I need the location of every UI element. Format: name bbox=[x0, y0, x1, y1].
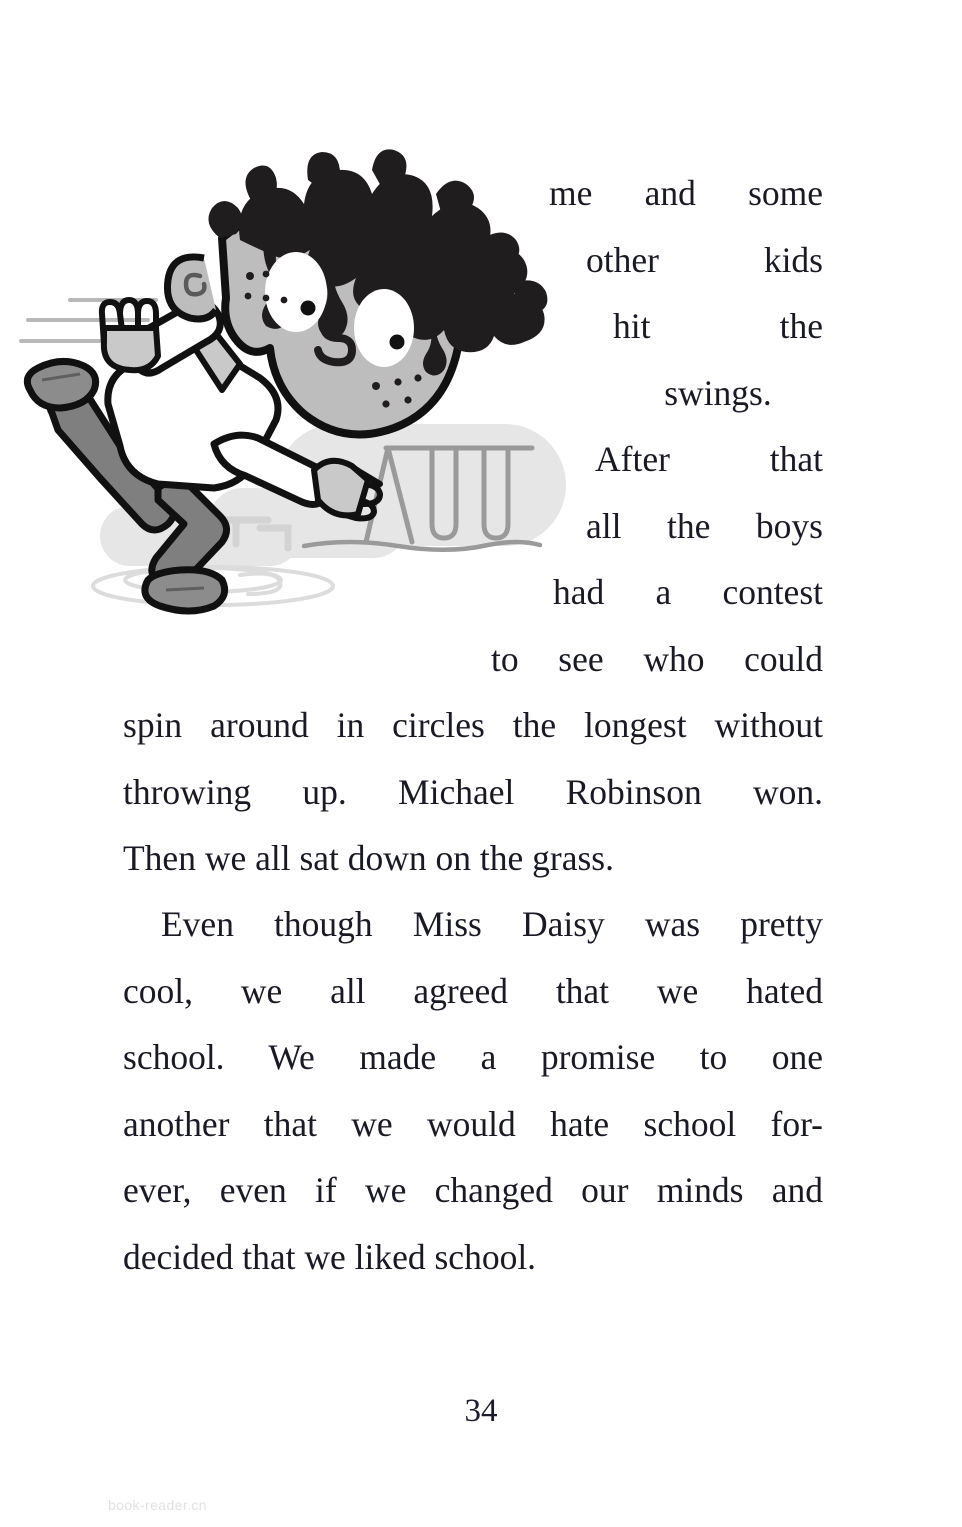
wrapped-line bbox=[549, 160, 823, 227]
site-watermark: book-reader.cn bbox=[108, 1497, 207, 1513]
word: some bbox=[748, 173, 824, 213]
wrapped-line bbox=[613, 360, 823, 427]
boy-back-shoe bbox=[27, 361, 95, 408]
text-line: Then we all sat down on the grass. bbox=[123, 838, 614, 878]
word: had bbox=[553, 572, 605, 612]
word: see bbox=[558, 638, 604, 679]
word: could bbox=[744, 638, 823, 679]
wrapped-text-column bbox=[123, 160, 823, 692]
word: boys bbox=[755, 505, 823, 546]
word: kids bbox=[763, 239, 823, 280]
word: swings. bbox=[664, 372, 772, 413]
word: hit bbox=[613, 306, 651, 346]
word: and bbox=[644, 173, 696, 213]
word: all bbox=[586, 505, 622, 546]
text-line: another that we would hate school for- bbox=[123, 1103, 823, 1144]
word: the bbox=[667, 505, 711, 546]
text-line: throwing up. Michael Robinson won. bbox=[123, 771, 823, 812]
page-number: 34 bbox=[464, 1393, 498, 1429]
word: me bbox=[549, 173, 593, 213]
text-line: spin around in circles the longest without bbox=[123, 705, 823, 745]
word: After bbox=[595, 439, 670, 479]
text-line: ever, even if we changed our minds and bbox=[123, 1170, 823, 1210]
word: the bbox=[779, 306, 823, 346]
wrapped-line bbox=[553, 559, 823, 626]
word: other bbox=[586, 239, 659, 280]
wrapped-line bbox=[595, 426, 823, 493]
word: a bbox=[655, 572, 672, 612]
word: that bbox=[769, 439, 823, 479]
word: who bbox=[643, 638, 705, 679]
wrapped-line bbox=[586, 227, 823, 294]
wrapped-line bbox=[586, 493, 823, 560]
text-line: school. We made a promise to one bbox=[123, 1037, 823, 1077]
text-line: decided that we liked school. bbox=[123, 1236, 537, 1277]
paragraph-one-remainder bbox=[123, 692, 823, 892]
word: contest bbox=[722, 572, 823, 612]
word: to bbox=[491, 638, 519, 679]
wrapped-line bbox=[491, 626, 823, 693]
wrapped-line bbox=[613, 293, 823, 360]
paragraph-two bbox=[123, 891, 823, 1290]
text-line: Even though Miss Daisy was pretty bbox=[161, 904, 823, 944]
text-line: cool, we all agreed that we hated bbox=[123, 970, 823, 1011]
